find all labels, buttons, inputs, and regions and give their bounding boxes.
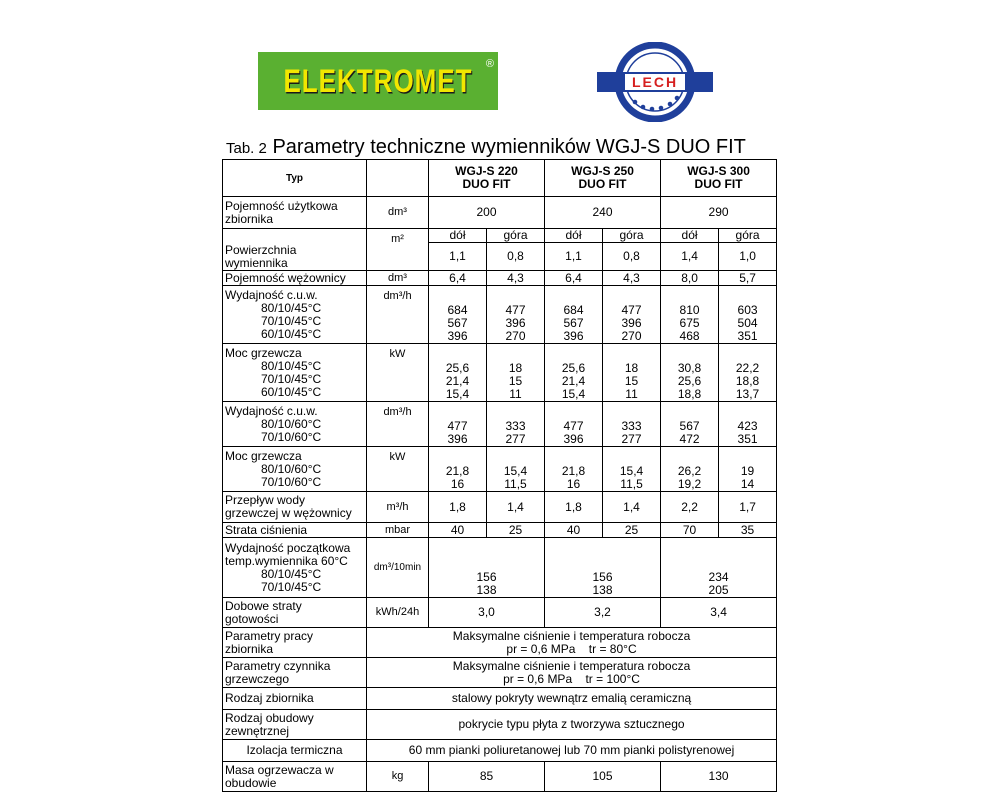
sub-header: dół	[429, 229, 487, 243]
table-cell: 1,4	[487, 492, 545, 523]
table-row	[223, 197, 777, 229]
row-unit: m²	[367, 229, 429, 271]
table-cell	[367, 658, 777, 688]
cell-value: 205	[708, 583, 729, 597]
temp-line: 80/10/45°C	[261, 566, 322, 581]
cell-value: 396	[505, 316, 526, 330]
table-cell	[487, 286, 545, 344]
label-line: temp.wymiennika 60°C	[225, 553, 348, 568]
cell-value: Maksymalne ciśnienie i temperatura robocza	[452, 628, 691, 643]
table-cell	[603, 286, 661, 344]
table-cell: pokrycie typu płyta z tworzywa sztucznego	[367, 710, 777, 740]
cell-value: 603	[737, 303, 758, 317]
table-cell	[603, 402, 661, 447]
table-cell: 8,0	[661, 271, 719, 286]
table-cell: 25	[487, 523, 545, 538]
label-line: Masa ogrzewacza w	[225, 762, 334, 777]
label-line: gotowości	[225, 611, 279, 626]
model-line: DUO FIT	[694, 177, 743, 191]
row-unit: kW	[367, 344, 429, 402]
table-cell: 1,1	[429, 243, 487, 271]
table-cell	[661, 538, 777, 598]
table-row	[223, 740, 777, 762]
table-cell: 105	[545, 762, 661, 792]
row-label	[223, 538, 367, 598]
header-row	[223, 160, 777, 197]
cell-value: 270	[621, 329, 642, 343]
row-label	[223, 658, 367, 688]
cell-value: 30,8	[677, 361, 702, 375]
table-cell: 0,8	[603, 243, 661, 271]
table-cell	[429, 402, 487, 447]
temp-line: 80/10/45°C	[261, 300, 322, 315]
table-cell: 5,7	[719, 271, 777, 286]
label-line: Przepływ wody	[225, 493, 306, 507]
elektromet-logo-text: ELEKTROMET	[283, 61, 473, 100]
label-line: Moc grzewcza	[225, 448, 302, 463]
row-unit: dm³/h	[367, 286, 429, 344]
cell-value: 18,8	[677, 387, 702, 401]
table-cell: 240	[545, 197, 661, 229]
cell-value: pr = 0,6 MPa tr = 80°C	[506, 641, 637, 656]
model-line: DUO FIT	[462, 177, 511, 191]
cell-value: 15	[624, 374, 639, 388]
cell-value: 138	[476, 583, 497, 597]
label-line: Rodzaj obudowy	[225, 710, 314, 725]
row-label: Izolacja termiczna	[223, 740, 367, 762]
cell-value: 15,4	[619, 464, 644, 478]
row-label	[223, 492, 367, 523]
cell-value: 567	[679, 419, 700, 433]
table-cell	[603, 447, 661, 492]
cell-value: 25,6	[445, 361, 470, 375]
label-line: Wydajność c.u.w.	[225, 403, 318, 418]
table-cell: 60 mm pianki poliuretanowej lub 70 mm pianki polistyrenowej	[367, 740, 777, 762]
row-unit: dm³	[367, 271, 429, 286]
table-cell	[661, 286, 719, 344]
cell-value: 15	[508, 374, 523, 388]
temp-line: 80/10/60°C	[261, 416, 322, 431]
cell-value: 15,4	[445, 387, 470, 401]
table-cell	[719, 286, 777, 344]
table-cell: 25	[603, 523, 661, 538]
row-label	[223, 286, 367, 344]
cell-value: 504	[737, 316, 758, 330]
cell-value: pr = 0,6 MPa tr = 100°C	[503, 671, 640, 686]
table-cell	[429, 286, 487, 344]
cell-value: 11,5	[504, 477, 527, 491]
table-cell: 35	[719, 523, 777, 538]
cell-value: 477	[505, 303, 526, 317]
table-cell	[367, 628, 777, 658]
sub-header: dół	[661, 229, 719, 243]
cell-value: 472	[679, 432, 700, 446]
cell-value: 477	[563, 419, 584, 433]
cell-value: 25,6	[677, 374, 702, 388]
cell-value: 333	[505, 419, 526, 433]
cell-value: 156	[476, 570, 497, 584]
table-row	[223, 229, 777, 243]
cell-value: 234	[708, 570, 729, 584]
label-line: zbiornika	[225, 641, 274, 656]
cell-value: 19	[740, 464, 755, 478]
model-250-header	[545, 160, 661, 197]
registered-mark: ®	[485, 58, 494, 70]
table-cell	[719, 447, 777, 492]
label-line: Parametry pracy	[225, 628, 314, 643]
table-cell: 85	[429, 762, 545, 792]
cell-value: 277	[621, 432, 642, 446]
temp-line: 70/10/60°C	[261, 429, 322, 444]
table-cell: stalowy pokryty wewnątrz emalią ceramiczną	[367, 688, 777, 710]
table-title	[226, 136, 746, 159]
cell-value: Maksymalne ciśnienie i temperatura robocza	[452, 658, 691, 673]
unit-header	[367, 160, 429, 197]
label-line: Parametry czynnika	[225, 658, 331, 673]
table-cell	[719, 402, 777, 447]
cell-value: 468	[679, 329, 700, 343]
row-unit: kWh/24h	[367, 598, 429, 628]
cell-value: 18,8	[735, 374, 760, 388]
label-line: Wydajność początkowa	[225, 540, 351, 555]
table-cell: 2,2	[661, 492, 719, 523]
table-cell	[545, 538, 661, 598]
table-cell	[429, 447, 487, 492]
table-cell: 1,1	[545, 243, 603, 271]
row-label	[223, 628, 367, 658]
table-cell	[545, 402, 603, 447]
row-label	[223, 402, 367, 447]
table-cell: 1,8	[545, 492, 603, 523]
cell-value: 22,2	[735, 361, 760, 375]
label-line: Moc grzewcza	[225, 345, 302, 360]
row-label	[223, 229, 367, 271]
cell-value: 19,2	[677, 477, 702, 491]
cell-value: 423	[737, 419, 758, 433]
table-cell: 3,0	[429, 598, 545, 628]
lech-logo	[595, 42, 715, 122]
label-line: Dobowe straty	[225, 598, 302, 613]
table-row	[223, 344, 777, 402]
cell-value: 351	[737, 329, 758, 343]
label-line: grzewczej w wężownicy	[225, 506, 352, 520]
cell-value: 396	[447, 329, 468, 343]
cell-value: 18	[624, 361, 639, 375]
table-cell	[487, 402, 545, 447]
table-cell: 1,4	[603, 492, 661, 523]
table-cell	[545, 344, 603, 402]
cell-value: 16	[566, 477, 581, 491]
table-cell: 4,3	[487, 271, 545, 286]
label-line: Wydajność c.u.w.	[225, 287, 318, 302]
cell-value: 13,7	[735, 387, 760, 401]
model-line: DUO FIT	[578, 177, 627, 191]
cell-value: 684	[447, 303, 468, 317]
temp-line: 80/10/45°C	[261, 358, 322, 373]
table-cell	[487, 447, 545, 492]
table-title-text: Parametry techniczne wymienników WGJ-S DUO FIT	[272, 136, 746, 158]
cell-value: 396	[563, 329, 584, 343]
row-unit: mbar	[367, 523, 429, 538]
table-row	[223, 447, 777, 492]
table-row	[223, 492, 777, 523]
row-label: Rodzaj zbiornika	[223, 688, 367, 710]
row-unit: m³/h	[367, 492, 429, 523]
row-label	[223, 710, 367, 740]
row-label	[223, 598, 367, 628]
table-cell: 6,4	[545, 271, 603, 286]
sub-header: dół	[545, 229, 603, 243]
table-cell	[661, 402, 719, 447]
temp-line: 70/10/60°C	[261, 474, 322, 489]
label-line: zewnętrznej	[225, 723, 290, 738]
label-line: grzewczego	[225, 671, 290, 686]
cell-value: 15,4	[503, 464, 528, 478]
table-cell	[429, 344, 487, 402]
table-row	[223, 628, 777, 658]
table-row	[223, 538, 777, 598]
cell-value: 351	[737, 432, 758, 446]
temp-line: 60/10/45°C	[261, 384, 322, 399]
table-row	[223, 523, 777, 538]
cell-value: 11	[625, 387, 638, 401]
cell-value: 675	[679, 316, 700, 330]
row-label: Strata ciśnienia	[223, 523, 367, 538]
model-300-header	[661, 160, 777, 197]
cell-value: 21,4	[445, 374, 470, 388]
table-cell: 40	[429, 523, 487, 538]
table-cell	[661, 344, 719, 402]
typ-header: Typ	[223, 160, 367, 197]
cell-value: 26,2	[677, 464, 702, 478]
table-cell: 4,3	[603, 271, 661, 286]
temp-line: 60/10/45°C	[261, 326, 322, 341]
row-unit: dm³	[367, 197, 429, 229]
table-row	[223, 402, 777, 447]
table-cell: 1,8	[429, 492, 487, 523]
table-cell	[603, 344, 661, 402]
table-cell: 40	[545, 523, 603, 538]
row-label: Pojemność wężownicy	[223, 271, 367, 286]
row-label	[223, 344, 367, 402]
table-cell: 1,4	[661, 243, 719, 271]
cell-value: 567	[563, 316, 584, 330]
table-cell: 70	[661, 523, 719, 538]
cell-value: 396	[563, 432, 584, 446]
cell-value: 11,5	[620, 477, 643, 491]
temp-line: 70/10/45°C	[261, 579, 322, 594]
label-line: zbiornika	[225, 211, 274, 226]
cell-value: 477	[447, 419, 468, 433]
label-line: wymiennika	[225, 256, 288, 270]
table-row	[223, 688, 777, 710]
table-cell	[545, 447, 603, 492]
table-number: Tab. 2	[226, 140, 267, 157]
table-cell: 1,0	[719, 243, 777, 271]
sub-header: góra	[719, 229, 777, 243]
svg-text:LECH: LECH	[631, 74, 679, 90]
table-cell: 290	[661, 197, 777, 229]
cell-value: 277	[505, 432, 526, 446]
row-label	[223, 197, 367, 229]
cell-value: 477	[621, 303, 642, 317]
model-220-header	[429, 160, 545, 197]
cell-value: 396	[621, 316, 642, 330]
model-line: WGJ-S 220	[455, 164, 518, 178]
table-row	[223, 271, 777, 286]
cell-value: 684	[563, 303, 584, 317]
cell-value: 156	[592, 570, 613, 584]
cell-value: 14	[740, 477, 755, 491]
cell-value: 810	[679, 303, 700, 317]
cell-value: 18	[508, 361, 523, 375]
table-row	[223, 598, 777, 628]
cell-value: 138	[592, 583, 613, 597]
label-line: Powierzchnia	[225, 243, 297, 257]
temp-line: 70/10/45°C	[261, 371, 322, 386]
cell-value: 567	[447, 316, 468, 330]
cell-value: 21,8	[445, 464, 470, 478]
row-unit: kW	[367, 447, 429, 492]
row-unit: dm³/10min	[367, 538, 429, 598]
table-cell: 3,2	[545, 598, 661, 628]
table-cell: 3,4	[661, 598, 777, 628]
row-label	[223, 447, 367, 492]
cell-value: 396	[447, 432, 468, 446]
row-label	[223, 762, 367, 792]
cell-value: 270	[505, 329, 526, 343]
table-cell: 0,8	[487, 243, 545, 271]
table-cell	[545, 286, 603, 344]
table-cell	[719, 344, 777, 402]
table-row	[223, 762, 777, 792]
table-cell	[429, 538, 545, 598]
cell-value: 25,6	[561, 361, 586, 375]
cell-value: 11	[509, 387, 522, 401]
label-line: obudowie	[225, 775, 277, 790]
table-cell	[487, 344, 545, 402]
label-line: Pojemność użytkowa	[225, 198, 338, 213]
model-line: WGJ-S 300	[687, 164, 750, 178]
table-cell: 200	[429, 197, 545, 229]
table-row	[223, 658, 777, 688]
row-unit: kg	[367, 762, 429, 792]
table-cell	[661, 447, 719, 492]
elektromet-logo	[258, 52, 498, 110]
sub-header: góra	[487, 229, 545, 243]
spec-table	[222, 159, 777, 792]
temp-line: 70/10/45°C	[261, 313, 322, 328]
table-cell: 1,7	[719, 492, 777, 523]
table-row	[223, 710, 777, 740]
table-cell: 6,4	[429, 271, 487, 286]
table-cell: 130	[661, 762, 777, 792]
cell-value: 15,4	[561, 387, 586, 401]
row-unit: dm³/h	[367, 402, 429, 447]
sub-header: góra	[603, 229, 661, 243]
cell-value: 333	[621, 419, 642, 433]
cell-value: 21,4	[561, 374, 586, 388]
temp-line: 80/10/60°C	[261, 461, 322, 476]
table-row	[223, 286, 777, 344]
model-line: WGJ-S 250	[571, 164, 634, 178]
cell-value: 21,8	[561, 464, 586, 478]
cell-value: 16	[450, 477, 465, 491]
